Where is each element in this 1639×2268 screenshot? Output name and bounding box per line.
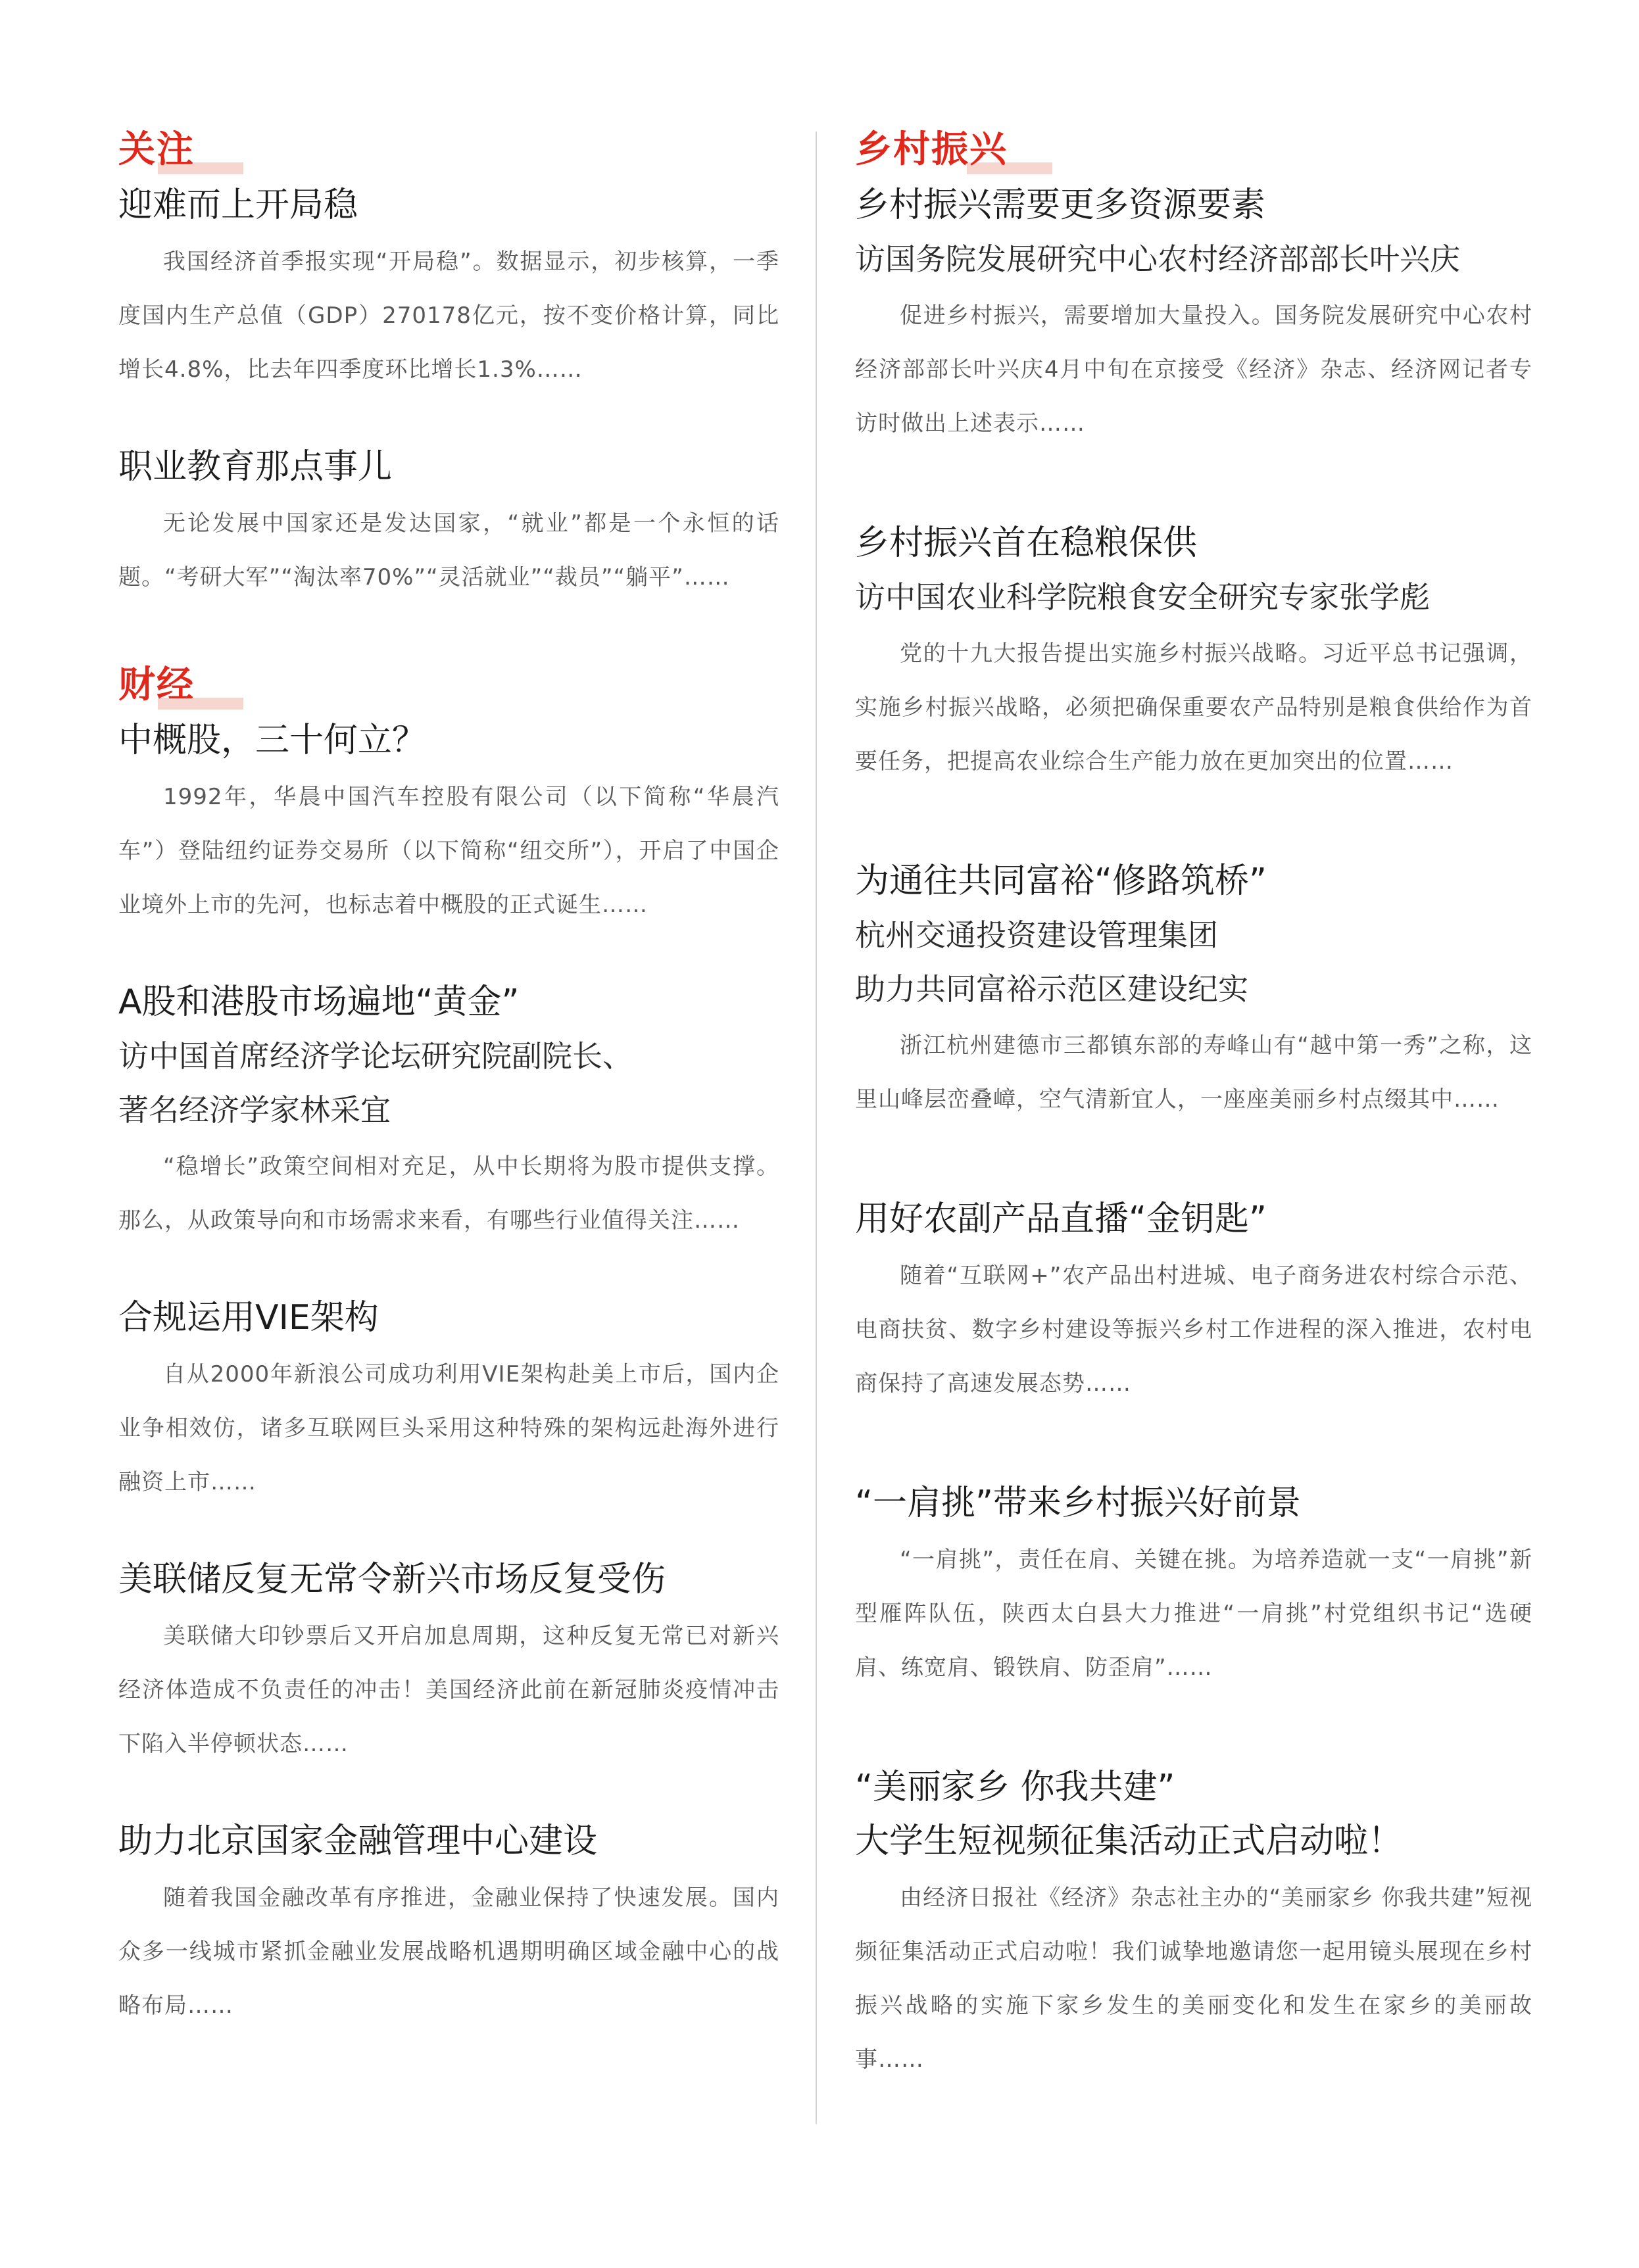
article-excerpt: 随着我国金融改革有序推进，金融业保持了快速发展。国内众多一线城市紧抓金融业发展战略机遇期明确区域金融中心的战略布局…… xyxy=(118,1885,779,2019)
article-subtitle: 著名经济学家林采宜 xyxy=(118,1092,391,1128)
article-subtitle: 访中国农业科学院粮食安全研究专家张学彪 xyxy=(855,579,1430,615)
article-title: 为通往共同富裕“修路筑桥” xyxy=(855,861,1267,901)
article-title-line-2: 大学生短视频征集活动正式启动啦！ xyxy=(855,1822,1403,1861)
section-label: 财经 xyxy=(118,664,195,706)
article-title: 助力北京国家金融管理中心建设 xyxy=(118,1822,598,1861)
article xyxy=(855,854,1532,1126)
article xyxy=(855,1192,1532,1411)
left-column xyxy=(118,128,779,2033)
article-title: 用好农副产品直播“金钥匙” xyxy=(855,1199,1267,1239)
article-title: 迎难而上开局稳 xyxy=(118,185,358,225)
article xyxy=(118,178,779,397)
article xyxy=(118,1291,779,1509)
article-excerpt: 美联储大印钞票后又开启加息周期，这种反复无常已对新兴经济体造成不负责任的冲击！美国经济此前在新冠肺炎疫情冲击下陷入半停顿状态…… xyxy=(118,1623,779,1757)
article-excerpt: 由经济日报社《经济》杂志社主办的“美丽家乡 你我共建”短视频征集活动正式启动啦！我们诚挚地邀请您一起用镜头展现在乡村振兴战略的实施下家乡发生的美丽变化和发生在家乡的美丽故事…… xyxy=(855,1885,1532,2073)
article-subtitle: 杭州交通投资建设管理集团 xyxy=(855,917,1218,953)
article-subtitle: 访中国首席经济学论坛研究院副院长、 xyxy=(118,1038,633,1074)
article xyxy=(118,1553,779,1771)
article-excerpt: 我国经济首季报实现“开局稳”。数据显示，初步核算，一季度国内生产总值（GDP）270178亿元，按不变价格计算，同比增长4.8%，比去年四季度环比增长1.3%…… xyxy=(118,249,779,383)
article xyxy=(118,440,779,604)
article xyxy=(118,975,779,1247)
section-label: 关注 xyxy=(118,128,195,171)
article-excerpt: 1992年，华晨中国汽车控股有限公司（以下简称“华晨汽车”）登陆纽约证券交易所（以下简称“纽交所”），开启了中国企业境外上市的先河，也标志着中概股的正式诞生…… xyxy=(118,784,779,918)
article-title: “美丽家乡 你我共建” xyxy=(855,1768,1175,1807)
article-excerpt: 党的十九大报告提出实施乡村振兴战略。习近平总书记强调，实施乡村振兴战略，必须把确保重要农产品特别是粮食供给作为首要任务，把提高农业综合生产能力放在更加突出的位置…… xyxy=(855,640,1532,775)
right-column xyxy=(855,128,1532,2087)
section-label: 乡村振兴 xyxy=(855,128,1008,171)
article xyxy=(855,1760,1532,2087)
article-title: 乡村振兴首在稳粮保供 xyxy=(855,523,1198,563)
article xyxy=(855,516,1532,788)
article-excerpt: 促进乡村振兴，需要增加大量投入。国务院发展研究中心农村经济部部长叶兴庆4月中旬在京接受《经济》杂志、经济网记者专访时做出上述表示…… xyxy=(855,302,1532,437)
article-title: A股和港股市场遍地“黄金” xyxy=(118,982,520,1022)
article-title: 职业教育那点事儿 xyxy=(118,447,393,487)
article xyxy=(118,1814,779,2033)
section-heading-xiangcun-zhenxing xyxy=(855,128,1532,174)
section-heading-caijing xyxy=(118,664,779,710)
section-heading-guanzhu xyxy=(118,128,779,174)
article xyxy=(855,178,1532,450)
article-subtitle: 助力共同富裕示范区建设纪实 xyxy=(855,971,1248,1007)
article-title: 美联储反复无常令新兴市场反复受伤 xyxy=(118,1560,666,1599)
article-title: “一肩挑”带来乡村振兴好前景 xyxy=(855,1484,1301,1523)
article-title: 乡村振兴需要更多资源要素 xyxy=(855,185,1266,225)
article xyxy=(855,1476,1532,1695)
article-excerpt: 无论发展中国家还是发达国家，“就业”都是一个永恒的话题。“考研大军”“淘汰率70%”“灵活就业”“裁员”“躺平”…… xyxy=(118,510,779,591)
article-excerpt: 自从2000年新浪公司成功利用VIE架构赴美上市后，国内企业争相效仿，诸多互联网巨头采用这种特殊的架构远赴海外进行融资上市…… xyxy=(118,1361,779,1495)
article-excerpt: 随着“互联网+”农产品出村进城、电子商务进农村综合示范、电商扶贫、数字乡村建设等振兴乡村工作进程的深入推进，农村电商保持了高速发展态势…… xyxy=(855,1263,1532,1397)
column-divider xyxy=(816,132,817,2124)
article-excerpt: 浙江杭州建德市三都镇东部的寿峰山有“越中第一秀”之称，这里山峰层峦叠嶂，空气清新宜人，一座座美丽乡村点缀其中…… xyxy=(855,1032,1532,1113)
article-subtitle: 访国务院发展研究中心农村经济部部长叶兴庆 xyxy=(855,241,1460,277)
article xyxy=(118,713,779,932)
article-title: 合规运用VIE架构 xyxy=(118,1298,379,1338)
article-excerpt: “稳增长”政策空间相对充足，从中长期将为股市提供支撑。那么，从政策导向和市场需求来看，有哪些行业值得关注…… xyxy=(118,1153,779,1234)
article-title: 中概股，三十何立？ xyxy=(118,721,427,760)
article-excerpt: “一肩挑”，责任在肩、关键在挑。为培养造就一支“一肩挑”新型雁阵队伍，陕西太白县大力推进“一肩挑”村党组织书记“选硬肩、练宽肩、锻铁肩、防歪肩”…… xyxy=(855,1547,1532,1681)
